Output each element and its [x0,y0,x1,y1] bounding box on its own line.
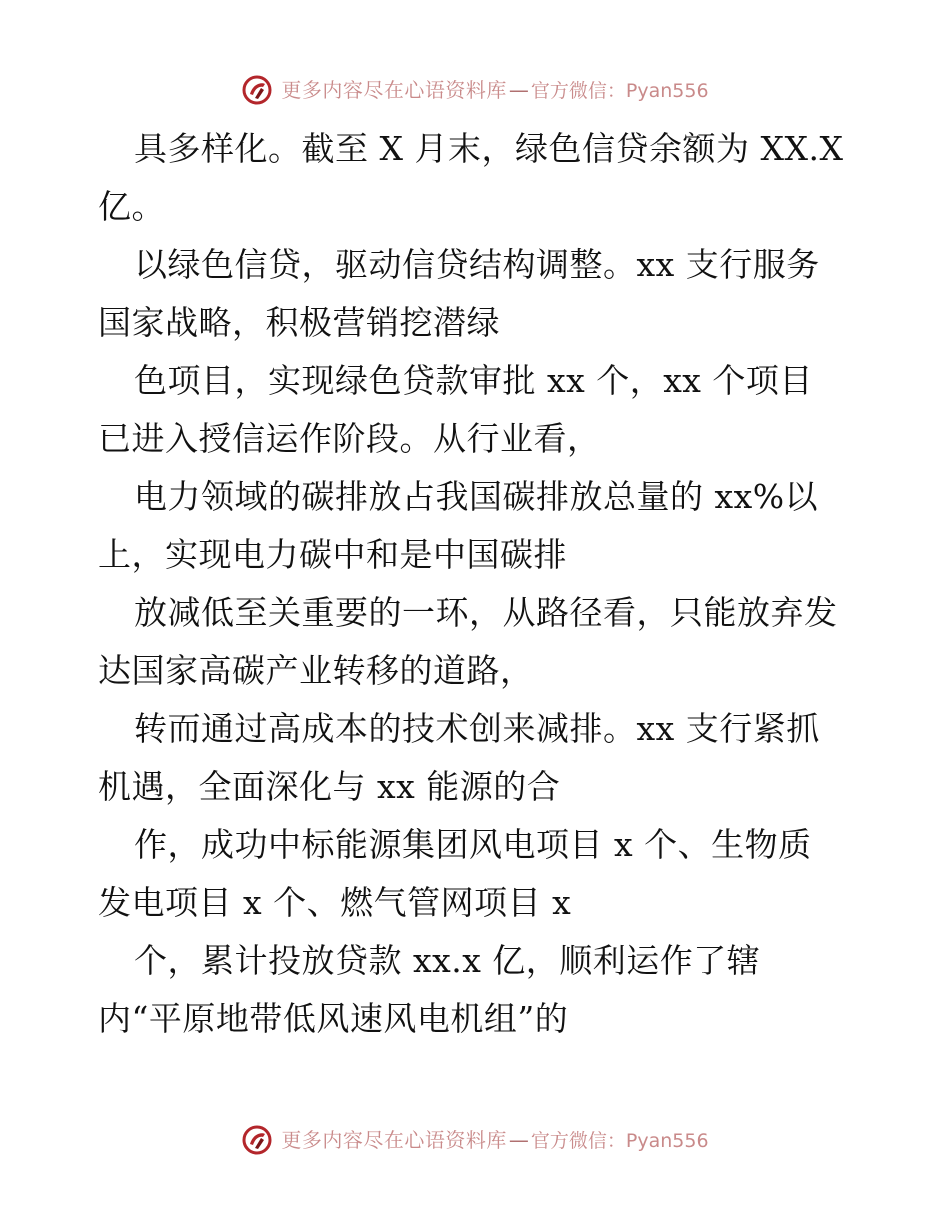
watermark-brand-text: 更多内容尽在心语资料库 [281,77,507,102]
header-watermark [0,70,950,110]
paragraph-2 [98,236,858,352]
footer-watermark [0,1120,950,1160]
paragraph-line: 作，成功中标能源集团风电项目 x 个、生物质 [134,825,812,864]
watermark-dash: — [508,77,529,102]
paragraph-line: 放减低至关重要的一环，从路径看，只能放弃发 [134,593,838,632]
paragraph-line: 内“平原地带低风速风电机组”的 [98,999,569,1038]
brand-logo-icon [241,1124,273,1156]
paragraph-3 [98,352,858,468]
paragraph-line: 以绿色信贷，驱动信贷结构调整。xx 支行服务 [134,245,820,284]
paragraph-line: 电力领域的碳排放占我国碳排放总量的 xx%以 [134,477,819,516]
paragraph-line: 已进入授信运作阶段。从行业看， [98,419,601,458]
paragraph-line: 机遇，全面深化与 xx 能源的合 [98,767,561,806]
paragraph-line: 个，累计投放贷款 xx.x 亿，顺利运作了辖 [134,941,761,980]
paragraph-line: 国家战略，积极营销挖潜绿 [98,303,500,342]
paragraph-4 [98,468,858,584]
paragraph-line: 上，实现电力碳中和是中国碳排 [98,535,567,574]
paragraph-5 [98,584,858,700]
paragraph-line: 具多样化。截至 X 月末，绿色信贷余额为 XX.X [134,129,844,168]
document-body [98,120,858,1048]
watermark-dash: — [508,1127,529,1152]
watermark-wechat-text: 官方微信：Pyan556 [530,1129,709,1152]
paragraph-8 [98,932,858,1048]
paragraph-line: 色项目，实现绿色贷款审批 xx 个，xx 个项目 [134,361,813,400]
paragraph-7 [98,816,858,932]
paragraph-1 [98,120,858,236]
paragraph-line: 达国家高碳产业转移的道路， [98,651,534,690]
paragraph-line: 亿。 [98,187,165,226]
brand-logo-icon [241,74,273,106]
paragraph-6 [98,700,858,816]
paragraph-line: 发电项目 x 个、燃气管网项目 x [98,883,572,922]
watermark-wechat-text: 官方微信：Pyan556 [530,79,709,102]
watermark-brand-text: 更多内容尽在心语资料库 [281,1127,507,1152]
paragraph-line: 转而通过高成本的技术创来减排。xx 支行紧抓 [134,709,820,748]
